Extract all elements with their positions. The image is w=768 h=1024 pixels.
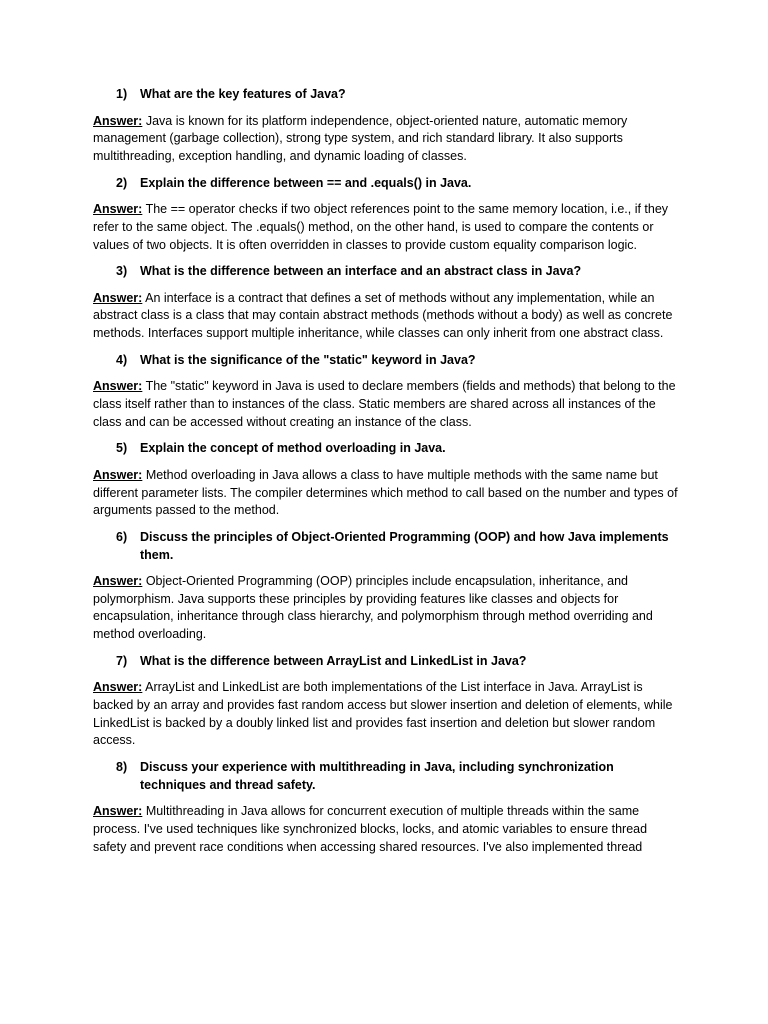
answer-label: Answer:: [93, 113, 143, 128]
question-number: 2): [116, 175, 128, 190]
answer-text: The "static" keyword in Java is used to declare members (fields and methods) that belong to the class itself rather than to instances of the class. Static members are shared across all instances of the class and can be accessed without creating an instance of the class.: [93, 379, 676, 429]
question-number: 6): [116, 530, 128, 545]
answer-text: The == operator checks if two object references point to the same memory location, i.e., if they refer to the same object. The .equals() method, on the other hand, is used to compare the contents or values of two objects. It is often overridden in classes to provide custom equality comparison logic.: [93, 202, 669, 252]
answer-label: Answer:: [93, 202, 143, 217]
qa-item-8: [93, 759, 679, 856]
answer-2: [93, 201, 679, 254]
question-text: Explain the concept of method overloading in Java.: [140, 441, 446, 456]
question-text: What are the key features of Java?: [140, 87, 346, 101]
qa-item-2: [93, 175, 679, 255]
qa-item-6: [93, 529, 679, 644]
question-text: Explain the difference between == and .equals() in Java.: [140, 175, 472, 190]
answer-label: Answer:: [93, 290, 143, 305]
question-text: What is the significance of the "static" keyword in Java?: [140, 352, 476, 367]
answer-7: [93, 679, 679, 750]
answer-text: Object-Oriented Programming (OOP) principles include encapsulation, inheritance, and polymorphism. Java supports these principles by providing features like classes and objects for encapsulation, inheritance through class hierarchy, and polymorphism through method overriding and method overloading.: [93, 574, 653, 642]
answer-text: An interface is a contract that defines a set of methods without any implementation, while an abstract class is a class that may contain abstract methods (methods without a body) as well as concrete methods. Interfaces support multiple inheritance, while classes can only inherit from one abstract class.: [93, 290, 673, 341]
question-number: 7): [116, 653, 128, 668]
qa-item-4: [93, 352, 679, 432]
question-text: Discuss the principles of Object-Oriented Programming (OOP) and how Java implements them.: [140, 530, 669, 562]
question-8: [93, 759, 679, 794]
answer-1: [93, 113, 679, 166]
question-text: What is the difference between an interface and an abstract class in Java?: [140, 264, 582, 279]
answer-label: Answer:: [93, 680, 143, 695]
question-2: [93, 175, 679, 193]
question-number: 5): [116, 441, 128, 456]
question-text: Discuss your experience with multithreading in Java, including synchronization techniques and thread safety.: [140, 760, 614, 792]
question-number: 1): [116, 87, 128, 101]
answer-label: Answer:: [93, 467, 143, 482]
answer-text: Method overloading in Java allows a class to have multiple methods with the same name but different parameter lists. The compiler determines which method to call based on the number and types of arguments passed to the method.: [93, 467, 678, 518]
answer-label: Answer:: [93, 574, 143, 589]
answer-6: [93, 573, 679, 644]
answer-label: Answer:: [93, 379, 143, 394]
question-text: What is the difference between ArrayList and LinkedList in Java?: [140, 653, 527, 668]
qa-list: [93, 86, 679, 865]
question-6: [93, 529, 679, 564]
question-3: [93, 263, 679, 281]
qa-item-3: [93, 263, 679, 343]
question-number: 8): [116, 760, 128, 775]
qa-item-1: [93, 86, 679, 166]
question-7: [93, 653, 679, 671]
qa-item-7: [93, 653, 679, 750]
answer-8: [93, 803, 679, 856]
answer-5: [93, 467, 679, 520]
answer-text: Java is known for its platform independence, object-oriented nature, automatic memory management (garbage collection), strong type system, and rich standard library. It also supports multithreading, exception handling, and dynamic loading of classes.: [93, 113, 628, 163]
qa-item-5: [93, 440, 679, 520]
answer-4: [93, 378, 679, 431]
answer-text: Multithreading in Java allows for concurrent execution of multiple threads within the same process. I've used techniques like synchronized blocks, locks, and atomic variables to ensure thread safety and prevent race conditions when accessing shared resources. I've also implemented thread: [93, 804, 648, 854]
question-number: 3): [116, 264, 128, 279]
question-number: 4): [116, 352, 128, 367]
question-4: [93, 352, 679, 370]
question-5: [93, 440, 679, 458]
answer-text: ArrayList and LinkedList are both implementations of the List interface in Java. ArrayList is backed by an array and provides fast random access but slower insertion and deletion of elements, while LinkedList is backed by a doubly linked list and provides fast insertion and deletion but slower random access.: [93, 680, 673, 748]
answer-3: [93, 290, 679, 343]
answer-label: Answer:: [93, 804, 143, 819]
question-1: [93, 86, 679, 104]
